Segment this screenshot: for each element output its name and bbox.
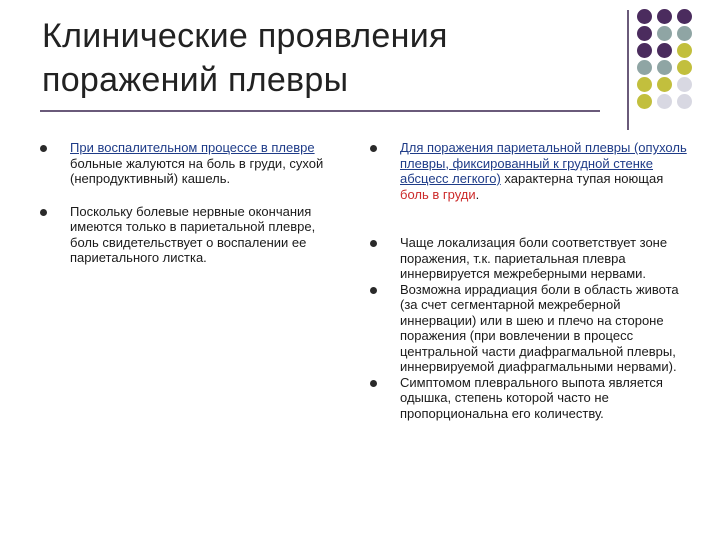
decorative-dot — [677, 77, 692, 92]
decorative-dot — [637, 60, 652, 75]
decorative-dot — [657, 77, 672, 92]
decorative-dot — [657, 26, 672, 41]
decorative-dot — [677, 9, 692, 24]
list-item — [370, 375, 690, 422]
decorative-dot — [677, 60, 692, 75]
item-text: Поскольку болевые нервные окончания имеются только в париетальной плевре, боль свидетельствует о воспалении ее париетального листка. — [70, 203, 316, 265]
bullet-icon — [370, 145, 377, 152]
decorative-dot — [657, 60, 672, 75]
bullet-icon — [370, 287, 377, 294]
item-text: Симптомом плеврального выпота является одышка, степень которой часто не пропорциональна его количеству. — [400, 374, 663, 421]
right-column — [370, 140, 690, 421]
item-underlined-text: При воспалительном процессе в плевре — [70, 140, 315, 155]
item-text: Возможна иррадиация боли в область живота (за счет сегментарной межреберной иннервации) или в шею и плечо на стороне поражения (при вовлечении в процесс центральной части диафрагмальной плевры, иннервируемой диафрагмальными нервами). — [400, 281, 679, 374]
item-text: Чаще локализация боли соответствует зоне поражения, т.к. париетальная плевра иннервируется межреберными нервами. — [400, 235, 668, 281]
vertical-divider — [627, 10, 629, 130]
decorative-dot — [677, 26, 692, 41]
decorative-dot — [637, 43, 652, 58]
decorative-dot-grid — [637, 9, 717, 114]
title-line-1: Клинические проявления — [42, 17, 448, 55]
decorative-dot — [677, 43, 692, 58]
horizontal-divider — [40, 110, 600, 112]
item-text-end: . — [475, 186, 480, 202]
bullet-icon — [370, 380, 377, 387]
item-text: больные жалуются на боль в груди, сухой (непродуктивный) кашель. — [70, 155, 324, 186]
bullet-icon — [40, 145, 47, 152]
list-item — [370, 282, 690, 375]
decorative-dot — [637, 26, 652, 41]
list-item — [40, 140, 340, 187]
item-highlight-text: боль в груди — [400, 186, 476, 202]
decorative-dot — [637, 9, 652, 24]
list-item — [370, 235, 690, 282]
decorative-dot — [657, 94, 672, 109]
decorative-dot — [657, 9, 672, 24]
decorative-dot — [677, 94, 692, 109]
title-line-2: поражений плевры — [42, 61, 349, 99]
decorative-dot — [657, 43, 672, 58]
bullet-icon — [40, 209, 47, 216]
decorative-dot — [637, 77, 652, 92]
item-text: характерна тупая ноющая — [500, 171, 664, 186]
bullet-icon — [370, 240, 377, 247]
decorative-dot — [637, 94, 652, 109]
list-item — [370, 140, 690, 202]
item-underlined-text: Для поражения париетальной плевры (опухоль плевры, фиксированный к грудной стенке абсцесс легкого) — [400, 140, 687, 186]
slide-title — [42, 14, 582, 102]
left-column — [40, 140, 340, 283]
list-item — [40, 204, 340, 266]
